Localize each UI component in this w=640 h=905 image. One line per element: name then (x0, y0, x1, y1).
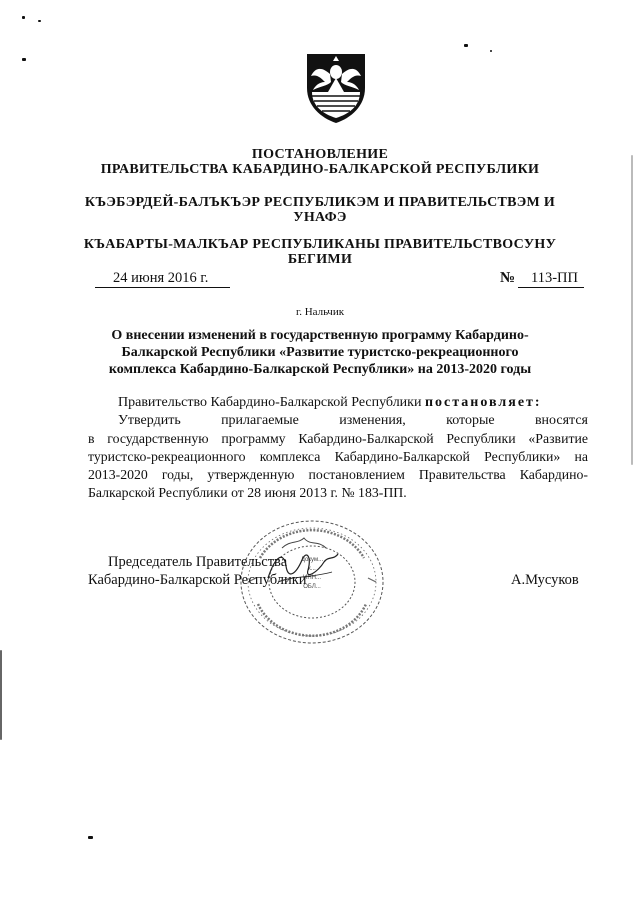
coat-of-arms-emblem (303, 52, 369, 124)
body-line-5: Балкарской Республики от 28 июня 2013 г. № 183-ПП. (88, 485, 407, 500)
scan-speck (490, 50, 492, 52)
document-date: 24 июня 2016 г. (113, 270, 209, 286)
stamp-text-line: ИНН... (303, 575, 321, 581)
city-name: г. Нальчик (295, 306, 345, 318)
decree-intro-line (118, 394, 588, 412)
approve-word: которые (446, 413, 495, 428)
scan-speck (22, 16, 25, 19)
approve-word: изменения, (339, 413, 406, 428)
stamp-text-line: к... (308, 566, 316, 572)
body-line-2: в государственную программу Кабардино-Балкарской Республики «Развитие (88, 431, 588, 446)
signatory-name: А.Мусуков (511, 572, 579, 588)
decree-word: постановляет: (424, 395, 542, 410)
scan-speck (464, 44, 468, 47)
scan-speck (88, 836, 93, 839)
approve-line (118, 412, 588, 430)
body-line-4: 2013-2020 годы, утвержденную постановлением Правительства Кабардино- (88, 467, 588, 482)
scan-speck (22, 58, 26, 61)
scan-speck (38, 20, 41, 22)
balkar-title-line-2: БЕГИМИ (287, 252, 353, 267)
approve-word: Утвердить (118, 413, 181, 428)
scan-speck (0, 650, 2, 740)
balkar-title-line-1: КЪАБАРТЫ-МАЛКЪАР РЕСПУБЛИКАНЫ ПРАВИТЕЛЬСТВОСУНУ (83, 237, 557, 252)
approve-word: вносятся (534, 413, 588, 428)
approve-word: прилагаемые (221, 413, 299, 428)
date-underline (95, 287, 230, 288)
body-line-3: туристско-рекреационного комплекса Кабардино-Балкарской Республики» на (88, 449, 588, 464)
number-label: № (500, 270, 516, 286)
signatory-position-line-2: Кабардино-Балкарской Республики (88, 572, 307, 588)
subject-line-2: Балкарской Республики «Развитие туристско-рекреационного (121, 345, 519, 360)
document-title: ПОСТАНОВЛЕНИЕ (251, 147, 389, 162)
kabardian-title-line-1: КЪЭБЭРДЕЙ-БАЛЪКЪЭР РЕСПУБЛИКЭМ И ПРАВИТЕЛЬСТВЭМ И (84, 195, 556, 210)
stamp-text-line: Докум... (300, 557, 324, 563)
subject-line-3: комплекса Кабардино-Балкарской Республики» на 2013-2020 годы (108, 362, 532, 377)
signatory-position-line-1: Председатель Правительства (108, 554, 288, 570)
decree-intro: Правительство Кабардино-Балкарской Республики (118, 395, 422, 410)
kabardian-title-line-2: УНАФЭ (293, 210, 347, 225)
subject-line-1: О внесении изменений в государственную программу Кабардино- (111, 328, 529, 343)
document-number: 113-ПП (531, 270, 578, 286)
handwritten-signature (262, 544, 342, 590)
stamp-text-line: ОБЛ... (303, 584, 321, 590)
number-underline (518, 287, 584, 288)
government-name: ПРАВИТЕЛЬСТВА КАБАРДИНО-БАЛКАРСКОЙ РЕСПУБЛИКИ (100, 162, 540, 177)
